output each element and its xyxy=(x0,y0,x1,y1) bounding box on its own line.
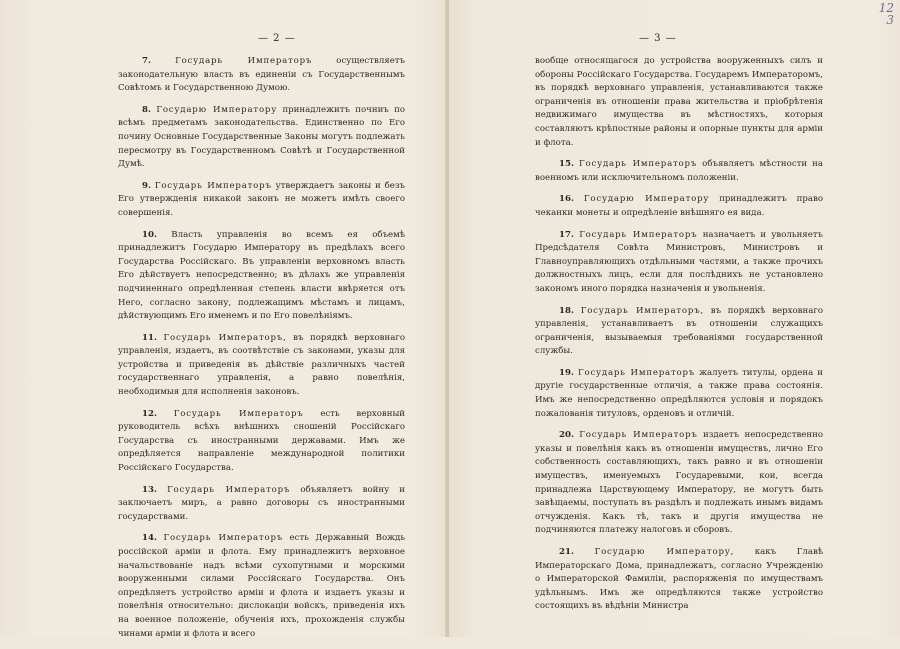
article-paragraph xyxy=(535,546,823,614)
article-number: 7. xyxy=(142,56,151,66)
article-number: 19. xyxy=(559,367,574,378)
article-lead: Государь Императоръ xyxy=(154,180,272,191)
article-paragraph xyxy=(118,332,405,400)
article-text: какъ Главѣ Императорскаго Дома, принадлежатъ, согласно Учрежденію о Императорской Фамиліи, распоряженія по имуществамъ удѣльнымъ. Имъ же опредѣляются также устройство состоящихъ въ вѣдѣніи Министра xyxy=(535,547,824,612)
article-number: 16. xyxy=(559,194,574,205)
article-lead: Государь Императоръ, xyxy=(580,305,705,316)
article-lead: Государь Императоръ xyxy=(167,484,291,495)
article-paragraph xyxy=(118,532,405,641)
article-text: объявляетъ мѣстности на военномъ или исключительномъ положеніи. xyxy=(535,159,824,183)
page-number: — 3 — xyxy=(639,33,677,44)
article-lead: Государь Императоръ xyxy=(577,367,696,378)
article-number: 15. xyxy=(559,159,574,170)
article-paragraph xyxy=(535,193,823,220)
article-lead: Государь Императоръ xyxy=(579,159,698,170)
article-paragraph xyxy=(535,55,823,150)
article-text: издаетъ непосредственно указы и повелѣнія какъ въ отношеніи имуществъ, лично Его собственность составляющихъ, такъ равно и въ отношеніи имуществъ, именуемыхъ Государевыми, кои, всегда принадлежа Царствующему Императору, не могутъ быть завѣщаемы, поступать въ раздѣлъ и подлежать инымъ видамъ отчужденія. Какъ тѣ, такъ и другія имущества не подчиняются платежу налоговъ и сборовъ. xyxy=(535,430,824,536)
article-text: въ порядкѣ верховнаго управленія, издаетъ, въ соотвѣтствіе съ законами, указы для устройства и приведенія въ дѣйствіе различныхъ частей государственнаго управленія, а равно повелѣнія, необходимыя для исполненія законовъ. xyxy=(118,332,406,398)
article-number: 9. xyxy=(142,180,151,191)
article-number: 21. xyxy=(559,547,574,557)
article-paragraph xyxy=(118,229,405,324)
article-lead: Государь Императоръ, xyxy=(163,332,287,343)
article-paragraph xyxy=(535,229,823,297)
article-text: вообще относящагося до устройства вооруженныхъ силъ и обороны Россійскаго Государства. Государемъ Императоромъ, въ порядкѣ верховнаго управленія, устанавливаются также ограниченія въ отношеніи права жительства и пріобрѣтенія недвижимаго имущества въ мѣстностяхъ, которыя составляютъ крѣпостные районы и опорные пункты для арміи и флота. xyxy=(535,56,823,148)
article-paragraph xyxy=(535,305,823,359)
article-lead: Государю Императору xyxy=(583,194,710,205)
right-page xyxy=(449,0,900,637)
article-text: въ порядкѣ верховнаго управленія, устанавливаетъ въ отношеніи служащихъ ограниченія, вызываемыя требованіями государственной службы. xyxy=(535,305,824,357)
article-text: жалуетъ титулы, ордена и другіе государственные отличія, а также права состоянія. Имъ же непосредственно опредѣляются условія и порядокъ пожалованія титуловъ, орденовъ и отличій. xyxy=(535,367,823,419)
article-number: 20. xyxy=(559,430,574,441)
folio-note-bottom: 3 xyxy=(886,13,894,27)
left-page xyxy=(0,0,447,637)
article-number: 13. xyxy=(142,484,157,495)
article-lead: Государь Императоръ xyxy=(163,533,284,544)
article-paragraph xyxy=(535,158,823,185)
article-text: объявляетъ войну и заключаетъ миръ, а равно договоры съ иностранными государствами. xyxy=(118,484,406,522)
article-lead: Государь Императоръ xyxy=(173,408,304,419)
article-text: принадлежитъ почниъ по всѣмъ предметамъ законодательства. Единственно по Его почину Основные Государственные Законы могутъ подлежать пересмотру въ Государственномъ Совѣтѣ и Государственной Думѣ. xyxy=(118,104,406,170)
folio-note-top: 12 xyxy=(878,1,894,15)
article-lead: Государю Императору xyxy=(156,104,278,115)
article-paragraph xyxy=(118,55,405,96)
article-paragraph xyxy=(118,408,405,476)
article-number: 12. xyxy=(142,408,157,419)
page-number: — 2 — xyxy=(258,33,296,44)
article-number: 11. xyxy=(142,332,157,343)
article-text: принадлежитъ право чеканки монеты и опредѣленіе внѣшняго ея вида. xyxy=(535,194,823,218)
article-lead: Государь Императоръ xyxy=(579,229,698,240)
article-number: 17. xyxy=(559,229,574,240)
page-body xyxy=(118,55,405,649)
article-number: 10. xyxy=(142,229,157,240)
article-number: 14. xyxy=(142,533,157,544)
article-paragraph xyxy=(118,180,405,221)
article-text: Власть управленія во всемъ ея объемѣ принадлежитъ Государю Императору въ предѣлахъ всего Государства Россійскаго. Въ управленіи верховномъ власть Его дѣйствуетъ непосредственно; въ дѣлахъ же управленія подчиненнаго опредѣленная степень власти ввѣряется отъ Него, согласно закону, подлежащимъ мѣстамъ и лицамъ, дѣйствующимъ Его именемъ и по Его повелѣніямъ. xyxy=(118,229,405,322)
article-text: есть Державный Вождь россійской арміи и флота. Ему принадлежитъ верховное начальствованіе надъ всѣми сухопутными и морскими вооруженными силами Россійскаго Государства. Онъ опредѣляетъ устройство арміи и флота и издаетъ указы и повелѣнія относительно: дислокаціи войскъ, приведенія ихъ на военное положеніе, обученія ихъ, прохожденія службы чинами арміи и флота и всего xyxy=(118,533,405,639)
article-paragraph xyxy=(535,367,823,421)
article-text: есть верховный руководитель всѣхъ внѣшнихъ сношеній Россійскаго Государства съ иностранными державами. Имъ же опредѣляется направленіе международной политики Россійскаго Государства. xyxy=(118,408,406,474)
article-paragraph xyxy=(535,429,823,538)
handwritten-folio-note xyxy=(879,2,894,26)
article-number: 8. xyxy=(142,104,151,115)
page-body xyxy=(535,55,823,622)
article-lead: Государь Императоръ xyxy=(175,56,313,66)
article-text: утверждаетъ законы и безъ Его утвержденія никакой законъ не можетъ имѣть своего совершенія. xyxy=(118,180,406,218)
article-paragraph xyxy=(118,484,405,525)
article-number: 18. xyxy=(559,305,574,316)
article-lead: Государю Императору, xyxy=(594,547,735,557)
article-text: назначаетъ и увольняетъ Предсѣдателя Совѣта Министровъ, Министровъ и Главноуправляющихъ отдѣльными частями, а также прочихъ должностныхъ лицъ, если для послѣднихъ не установлено закономъ иного порядка назначенія и увольненія. xyxy=(535,229,824,294)
article-text: осуществляетъ законодательную власть въ единеніи съ Государственнымъ Совѣтомъ и Государственною Думою. xyxy=(118,56,406,94)
article-paragraph xyxy=(118,104,405,172)
article-lead: Государь Императоръ xyxy=(579,430,698,441)
